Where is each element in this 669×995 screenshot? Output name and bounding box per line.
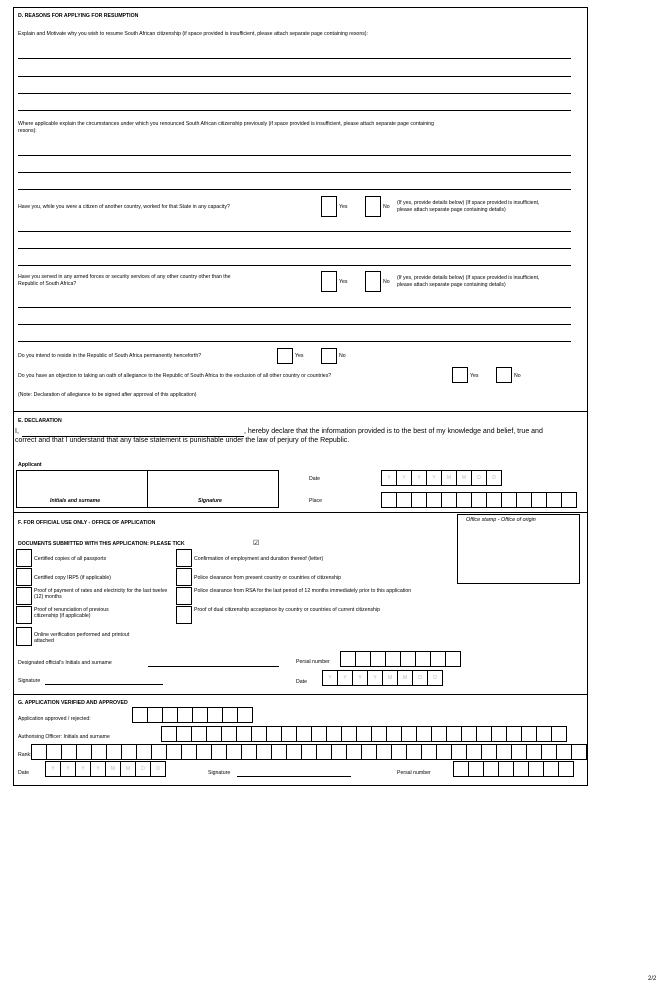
char-cell[interactable] [506, 726, 522, 742]
char-cell[interactable]: Y [352, 670, 368, 686]
char-cell[interactable] [177, 707, 193, 723]
office-stamp-box [457, 514, 580, 584]
char-cell[interactable] [536, 726, 552, 742]
declaration-prefix: I, [15, 428, 19, 435]
char-cell[interactable] [226, 744, 242, 760]
official-signature-line[interactable] [45, 684, 163, 685]
char-cell[interactable] [356, 726, 372, 742]
char-cell[interactable] [446, 726, 462, 742]
char-cell[interactable] [451, 744, 467, 760]
details-note-line1: (If yes, provide details below) (If space provided is insufficient, [397, 275, 540, 281]
answer-line[interactable] [18, 324, 571, 325]
initials-surname-label: Initials and surname [50, 498, 101, 504]
page-number: 2/2 [648, 976, 657, 982]
answer-line[interactable] [18, 110, 571, 111]
no-checkbox[interactable] [365, 196, 381, 217]
char-cell[interactable] [468, 761, 484, 777]
char-cell[interactable] [521, 726, 537, 742]
char-cell[interactable] [222, 707, 238, 723]
yes-label: Yes [295, 353, 304, 359]
char-cell[interactable]: Y [337, 670, 353, 686]
char-cell[interactable] [461, 726, 477, 742]
checkbox-police-rsa[interactable] [176, 587, 192, 605]
char-cell[interactable] [400, 651, 416, 667]
doc-police-rsa: Police clearance from RSA for the last period of 12 months immediately prior to this application [194, 588, 412, 594]
section-f-heading: F. FOR OFFICIAL USE ONLY - OFFICE OF APPLICATION [18, 520, 156, 526]
char-cell[interactable] [121, 744, 137, 760]
date-label: Date [309, 476, 320, 482]
char-cell[interactable] [31, 744, 47, 760]
char-cell[interactable] [445, 651, 461, 667]
char-cell[interactable]: M [397, 670, 413, 686]
designated-official-label: Designated official's Initials and surname [18, 660, 112, 666]
checkbox-dual-citizenship[interactable] [176, 606, 192, 624]
char-cell[interactable] [496, 744, 512, 760]
answer-line[interactable] [18, 265, 571, 266]
char-cell[interactable] [301, 744, 317, 760]
char-cell[interactable] [430, 651, 446, 667]
approval-signature-line[interactable] [237, 776, 351, 777]
char-cell[interactable] [466, 744, 482, 760]
char-cell[interactable]: M [441, 470, 457, 486]
char-cell[interactable] [76, 744, 92, 760]
persal-number-label: Persal number [296, 659, 330, 665]
checkbox-employment[interactable] [176, 549, 192, 567]
approval-persal-label: Persal number [397, 770, 431, 776]
approved-rejected-cells[interactable] [132, 707, 252, 723]
char-cell[interactable] [331, 744, 347, 760]
question-worked-for-state: Have you, while you were a citizen of another country, worked for that State in any capacity? [18, 204, 230, 210]
char-cell[interactable] [385, 651, 401, 667]
char-cell[interactable] [558, 761, 574, 777]
char-cell[interactable] [91, 744, 107, 760]
char-cell[interactable] [162, 707, 178, 723]
declaration-date-cells[interactable] [381, 470, 501, 486]
char-cell[interactable] [341, 726, 357, 742]
char-cell[interactable] [221, 726, 237, 742]
answer-line[interactable] [18, 307, 571, 308]
doc-police-present: Police clearance from present country or countries of citizenship [194, 575, 342, 581]
char-cell[interactable] [371, 726, 387, 742]
char-cell[interactable] [571, 744, 587, 760]
char-cell[interactable] [441, 492, 457, 508]
answer-line[interactable] [18, 248, 571, 249]
yes-label: Yes [339, 279, 348, 285]
yes-label: Yes [470, 373, 479, 379]
char-cell[interactable] [513, 761, 529, 777]
char-cell[interactable] [541, 744, 557, 760]
char-cell[interactable] [106, 744, 122, 760]
question-motivation: Explain and Motivate why you wish to resume South African citizenship (if space provided is insufficient, please attach separate page containing resons): [18, 31, 368, 37]
char-cell[interactable] [237, 707, 253, 723]
char-cell[interactable]: M [120, 761, 136, 777]
char-cell[interactable] [556, 744, 572, 760]
approved-rejected-label: Application approved / rejected: [18, 716, 91, 722]
no-checkbox[interactable] [496, 367, 512, 383]
doc-rates: Proof of payment of rates and electricity for the last twelve (12) months [34, 588, 168, 600]
char-cell[interactable] [376, 744, 392, 760]
char-cell[interactable] [386, 726, 402, 742]
approval-signature-label: Signature [208, 770, 231, 776]
checkbox-passports[interactable] [16, 549, 32, 567]
char-cell[interactable] [191, 726, 207, 742]
official-persal-cells[interactable] [340, 651, 460, 667]
char-cell[interactable] [481, 744, 497, 760]
rank-label: Rank: [18, 752, 32, 758]
char-cell[interactable] [281, 726, 297, 742]
char-cell[interactable] [381, 492, 397, 508]
doc-online-verification: Online verification performed and printout attached [34, 632, 130, 644]
char-cell[interactable]: Y [381, 470, 397, 486]
approval-date-label: Date [18, 770, 29, 776]
question-renunciation-line1: Where applicable explain the circumstances under which you renounced South African citizenship previously (if space provided is insufficient, please attach separate page containing [18, 121, 435, 127]
char-cell[interactable] [561, 492, 577, 508]
approval-persal-cells[interactable] [453, 761, 573, 777]
char-cell[interactable] [161, 726, 177, 742]
char-cell[interactable] [531, 492, 547, 508]
char-cell[interactable]: Y [411, 470, 427, 486]
char-cell[interactable] [491, 726, 507, 742]
char-cell[interactable] [416, 726, 432, 742]
question-renunciation-line2: resons): [18, 128, 37, 134]
char-cell[interactable] [256, 744, 272, 760]
question-oath-objection: Do you have an objection to taking an oath of allegiance to the Republic of South Africa to the exclusion of all other country or countries? [18, 373, 332, 379]
official-date-cells[interactable] [322, 670, 442, 686]
checkbox-renunciation[interactable] [16, 606, 32, 624]
signature-label: Signature [198, 498, 222, 504]
checkbox-police-present[interactable] [176, 568, 192, 586]
answer-line[interactable] [18, 93, 571, 94]
char-cell[interactable]: M [456, 470, 472, 486]
section-g-heading: G. APPLICATION VERIFIED AND APPROVED [18, 700, 128, 706]
char-cell[interactable] [355, 651, 371, 667]
section-d-heading: D. REASONS FOR APPLYING FOR RESUMPTION [18, 13, 139, 19]
yes-checkbox[interactable] [277, 348, 293, 364]
char-cell[interactable] [370, 651, 386, 667]
char-cell[interactable] [192, 707, 208, 723]
doc-irp5: Certified copy IRP5 (if applicable) [34, 575, 111, 581]
char-cell[interactable] [401, 726, 417, 742]
no-label: No [339, 353, 346, 359]
applicant-box-divider [147, 470, 148, 508]
applicant-label: Applicant [18, 462, 42, 468]
char-cell[interactable]: M [105, 761, 121, 777]
declaration-line2: correct and that I understand that any false statement is punishable under the law of perjury of the Republic. [15, 437, 350, 444]
char-cell[interactable] [396, 492, 412, 508]
char-cell[interactable] [166, 744, 182, 760]
char-cell[interactable] [421, 744, 437, 760]
char-cell[interactable]: D [150, 761, 166, 777]
char-cell[interactable] [486, 492, 502, 508]
doc-employment: Confirmation of employment and duration thereof (letter) [194, 556, 324, 562]
char-cell[interactable]: Y [322, 670, 338, 686]
char-cell[interactable] [551, 726, 567, 742]
divider-e [13, 411, 588, 412]
divider-g [13, 694, 588, 695]
no-checkbox[interactable] [321, 348, 337, 364]
authorising-officer-cells[interactable] [161, 726, 566, 742]
char-cell[interactable]: Y [45, 761, 61, 777]
char-cell[interactable] [176, 726, 192, 742]
char-cell[interactable] [346, 744, 362, 760]
no-label: No [383, 279, 390, 285]
char-cell[interactable] [426, 492, 442, 508]
char-cell[interactable] [476, 726, 492, 742]
char-cell[interactable] [61, 744, 77, 760]
answer-line[interactable] [18, 172, 571, 173]
char-cell[interactable] [391, 744, 407, 760]
char-cell[interactable] [206, 726, 222, 742]
approval-date-cells[interactable] [45, 761, 165, 777]
authorising-officer-label: Authorising Officer: Initials and surname [18, 734, 110, 740]
char-cell[interactable] [431, 726, 447, 742]
char-cell[interactable] [211, 744, 227, 760]
char-cell[interactable] [411, 492, 427, 508]
char-cell[interactable] [147, 707, 163, 723]
char-cell[interactable]: Y [75, 761, 91, 777]
char-cell[interactable] [196, 744, 212, 760]
checkbox-online-verification[interactable] [16, 627, 32, 646]
declaration-line1: , hereby declare that the information provided is to the best of my knowledge and belief, true and [244, 428, 543, 435]
answer-line[interactable] [18, 155, 571, 156]
no-label: No [514, 373, 521, 379]
divider-f [13, 512, 588, 513]
tick-symbol: ☑ [253, 540, 260, 547]
char-cell[interactable] [526, 744, 542, 760]
details-note-line1: (If yes, provide details below) (If space provided is insufficient, [397, 200, 540, 206]
char-cell[interactable] [516, 492, 532, 508]
char-cell[interactable] [456, 492, 472, 508]
char-cell[interactable] [546, 492, 562, 508]
doc-dual-citizenship: Proof of dual citizenship acceptance by country or countries of current citizenship [194, 607, 380, 613]
char-cell[interactable] [406, 744, 422, 760]
char-cell[interactable]: D [412, 670, 428, 686]
char-cell[interactable] [471, 492, 487, 508]
char-cell[interactable] [436, 744, 452, 760]
char-cell[interactable]: Y [60, 761, 76, 777]
char-cell[interactable] [415, 651, 431, 667]
yes-checkbox[interactable] [452, 367, 468, 383]
designated-official-line[interactable] [148, 666, 279, 667]
char-cell[interactable]: D [427, 670, 443, 686]
char-cell[interactable]: Y [426, 470, 442, 486]
char-cell[interactable] [543, 761, 559, 777]
char-cell[interactable] [266, 726, 282, 742]
char-cell[interactable]: M [382, 670, 398, 686]
char-cell[interactable] [181, 744, 197, 760]
question-armed-forces-line2: Republic of South Africa? [18, 281, 77, 287]
answer-line[interactable] [18, 76, 571, 77]
char-cell[interactable] [286, 744, 302, 760]
char-cell[interactable] [483, 761, 499, 777]
char-cell[interactable] [326, 726, 342, 742]
checkbox-irp5[interactable] [16, 568, 32, 586]
doc-passports: Certified copies of all passports [34, 556, 107, 562]
answer-line[interactable] [18, 58, 571, 59]
question-reside-permanently: Do you intend to reside in the Republic of South Africa permanently henceforth? [18, 353, 202, 359]
char-cell[interactable] [241, 744, 257, 760]
char-cell[interactable] [251, 726, 267, 742]
char-cell[interactable] [511, 744, 527, 760]
official-date-label: Date [296, 679, 307, 685]
char-cell[interactable] [498, 761, 514, 777]
yes-checkbox[interactable] [321, 271, 337, 292]
char-cell[interactable]: D [135, 761, 151, 777]
no-checkbox[interactable] [365, 271, 381, 292]
char-cell[interactable] [453, 761, 469, 777]
char-cell[interactable] [151, 744, 167, 760]
char-cell[interactable]: Y [90, 761, 106, 777]
char-cell[interactable] [132, 707, 148, 723]
char-cell[interactable] [316, 744, 332, 760]
no-label: No [383, 204, 390, 210]
question-armed-forces-line1: Have you served in any armed forces or security services of any other country other than the [18, 274, 231, 280]
rank-cells[interactable] [31, 744, 586, 760]
char-cell[interactable] [361, 744, 377, 760]
allegiance-note: (Note: Declaration of allegiance to be signed after approval of this application) [18, 392, 197, 398]
char-cell[interactable] [136, 744, 152, 760]
answer-line[interactable] [18, 189, 571, 190]
answer-line[interactable] [18, 231, 571, 232]
char-cell[interactable] [296, 726, 312, 742]
char-cell[interactable] [236, 726, 252, 742]
yes-label: Yes [339, 204, 348, 210]
doc-renunciation: Proof of renunciation of previous citizenship (if applicable) [34, 607, 109, 619]
char-cell[interactable]: D [486, 470, 502, 486]
documents-heading: DOCUMENTS SUBMITTED WITH THIS APPLICATION: PLEASE TICK [18, 541, 185, 547]
char-cell[interactable] [207, 707, 223, 723]
char-cell[interactable]: D [471, 470, 487, 486]
char-cell[interactable] [46, 744, 62, 760]
official-signature-label: Signature [18, 678, 41, 684]
place-label: Place [309, 498, 322, 504]
char-cell[interactable] [271, 744, 287, 760]
details-note-line2: please attach separate page containing details) [397, 207, 506, 213]
answer-line[interactable] [18, 341, 571, 342]
char-cell[interactable]: Y [396, 470, 412, 486]
char-cell[interactable] [311, 726, 327, 742]
declaration-place-cells[interactable] [381, 492, 576, 508]
yes-checkbox[interactable] [321, 196, 337, 217]
char-cell[interactable] [340, 651, 356, 667]
office-stamp-label: Office stamp - Office of origin [466, 517, 536, 523]
char-cell[interactable] [528, 761, 544, 777]
details-note-line2: please attach separate page containing details) [397, 282, 506, 288]
char-cell[interactable] [501, 492, 517, 508]
section-e-heading: E. DECLARATION [18, 418, 62, 424]
char-cell[interactable]: Y [367, 670, 383, 686]
checkbox-rates[interactable] [16, 587, 32, 605]
